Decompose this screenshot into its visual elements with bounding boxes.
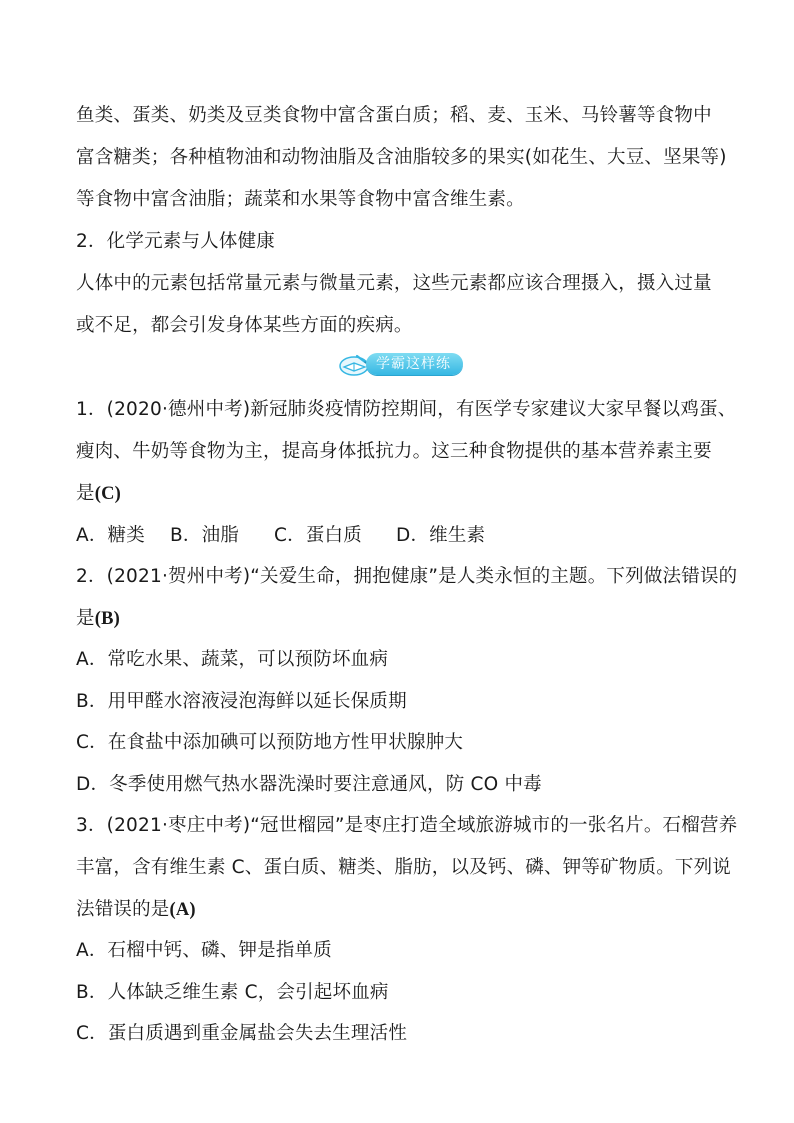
intro-text-line: 或不足，都会引发身体某些方面的疾病。 — [76, 315, 413, 336]
practice-section-badge — [338, 351, 463, 377]
option-c: C．蛋白质遇到重金属盐会失去生理活性 — [76, 1023, 408, 1044]
question-stem-line: 3．(2021·枣庄中考)“冠世榴园”是枣庄打造全域旅游城市的一张名片。石榴营养 — [76, 815, 738, 836]
intro-text-line: 鱼类、蛋类、奶类及豆类食物中富含蛋白质；稻、麦、玉米、马铃薯等食物中 — [76, 105, 712, 126]
question-stem-line — [76, 606, 726, 632]
question-stem-line: 丰富，含有维生素 C、蛋白质、糖类、脂肪，以及钙、磷、钾等矿物质。下列说 — [76, 857, 732, 878]
intro-text-line: 富含糖类；各种植物油和动物油脂及含油脂较多的果实(如花生、大豆、坚果等) — [76, 147, 727, 168]
question-stem-line: 瘦肉、牛奶等食物为主，提高身体抵抗力。这三种食物提供的基本营养素主要 — [76, 441, 712, 462]
answer-key: (A) — [169, 900, 196, 920]
option-a: A．常吃水果、蔬菜，可以预防坏血病 — [76, 649, 389, 670]
option-c: C．蛋白质 — [274, 525, 362, 546]
question-stem-line: 1．(2020·德州中考)新冠肺炎疫情防控期间，有医学专家建议大家早餐以鸡蛋、 — [76, 399, 737, 420]
option-b: B．人体缺乏维生素 C，会引起坏血病 — [76, 982, 389, 1003]
question-stem-text: 是 — [76, 608, 95, 629]
question-stem-text: 是 — [76, 483, 95, 504]
option-row — [76, 523, 726, 549]
option-b: B．用甲醛水溶液浸泡海鲜以延长保质期 — [76, 691, 407, 712]
practice-section-title: 学霸这样练 — [366, 353, 463, 375]
question-stem-line — [76, 481, 726, 507]
section-heading: 2．化学元素与人体健康 — [76, 231, 275, 252]
question-stem-line: 2．(2021·贺州中考)“关爱生命，拥抱健康”是人类永恒的主题。下列做法错误的 — [76, 566, 738, 587]
intro-text-line: 等食物中富含油脂；蔬菜和水果等食物中富含维生素。 — [76, 189, 525, 210]
option-a: A．石榴中钙、磷、钾是指单质 — [76, 940, 332, 961]
answer-key: (B) — [94, 609, 120, 629]
option-b: B．油脂 — [170, 525, 239, 546]
intro-text-line: 人体中的元素包括常量元素与微量元素，这些元素都应该合理摄入，摄入过量 — [76, 273, 712, 294]
question-stem-line — [76, 897, 726, 923]
question-stem-text: 法错误的是 — [76, 899, 170, 920]
answer-key: (C) — [94, 484, 121, 504]
option-d: D．维生素 — [396, 525, 486, 546]
option-d: D．冬季使用燃气热水器洗澡时要注意通风，防 CO 中毒 — [76, 774, 542, 795]
option-a: A．糖类 — [76, 525, 145, 546]
option-c: C．在食盐中添加碘可以预防地方性甲状腺肿大 — [76, 732, 464, 753]
